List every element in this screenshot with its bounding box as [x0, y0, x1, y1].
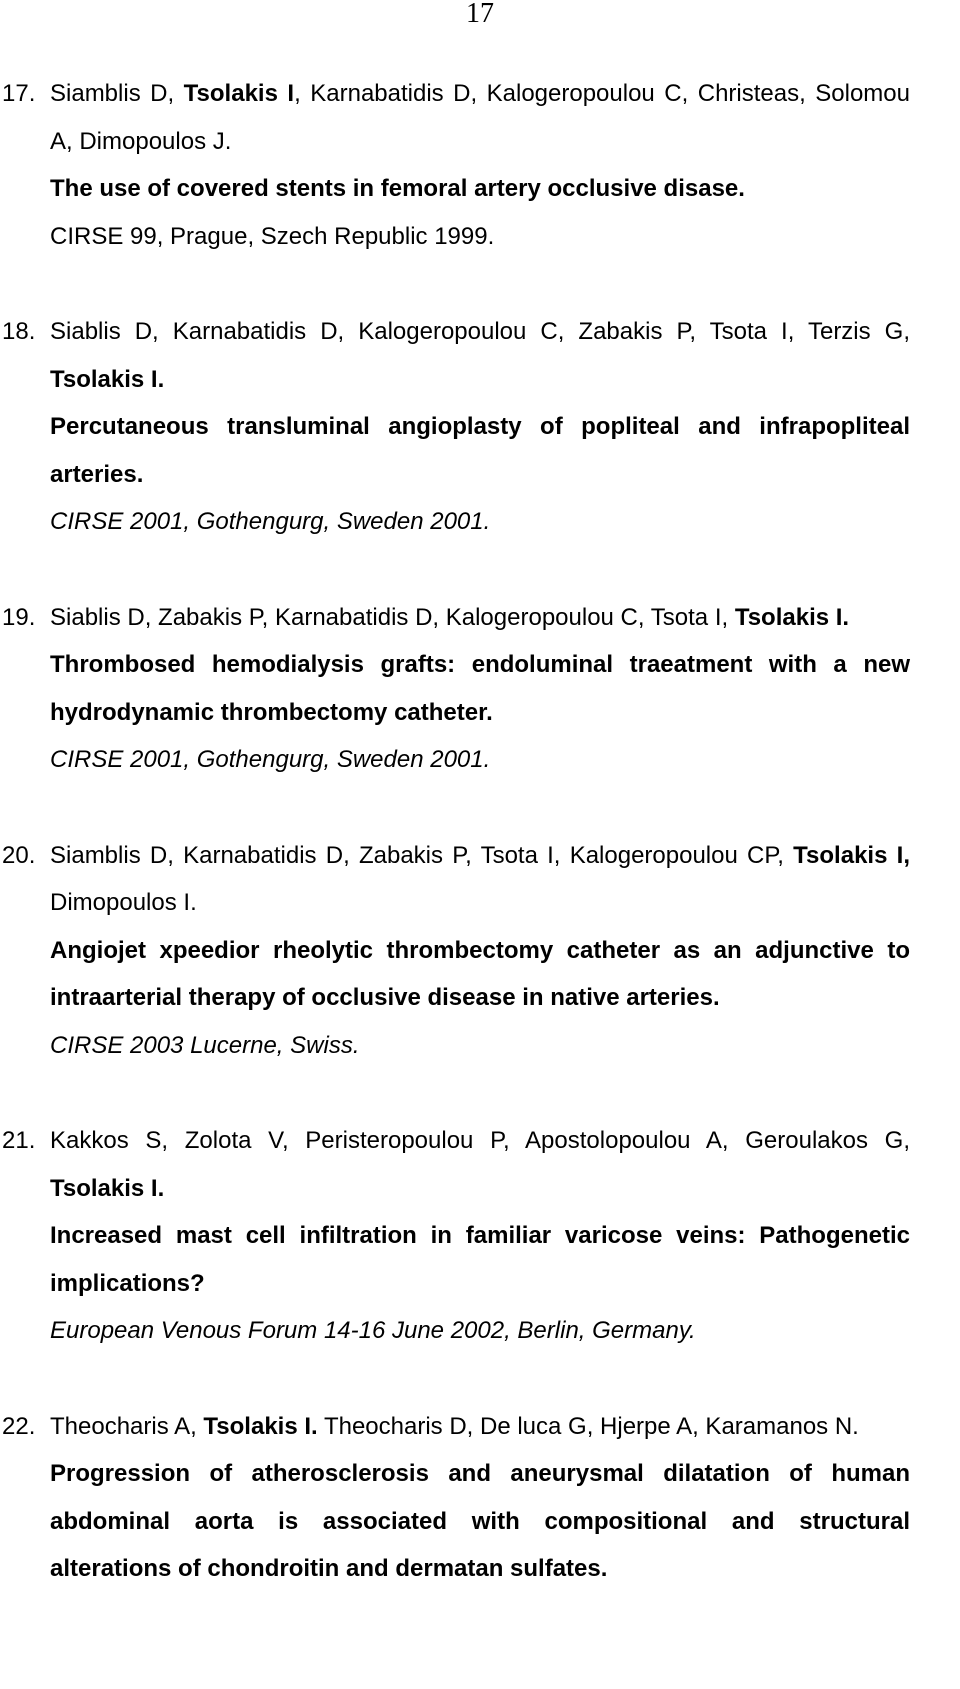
- author-text: , Karnabatidis D, Kalogeropoulou C, Christeas, Solomou A, Dimopoulos J.: [50, 80, 910, 155]
- author-highlight: Tsolakis I.: [734, 603, 850, 631]
- reference-entry: [0, 594, 910, 784]
- reference-title: Increased mast cell infiltration in familiar varicose veins: Pathogenetic implications?: [50, 1222, 910, 1297]
- reference-number: 22.: [2, 1412, 36, 1440]
- author-text: Dimopoulos I.: [50, 889, 197, 917]
- author-highlight: Tsolakis I,: [793, 841, 910, 869]
- reference-venue: CIRSE 2001, Gothengurg, Sweden 2001.: [50, 746, 491, 774]
- reference-entry: [0, 1403, 910, 1593]
- reference-authors: [50, 70, 910, 165]
- reference-entry: [0, 832, 910, 1070]
- reference-authors: [50, 1403, 910, 1451]
- author-highlight: Tsolakis I.: [203, 1412, 318, 1440]
- reference-venue: European Venous Forum 14-16 June 2002, Berlin, Germany.: [50, 1317, 696, 1345]
- author-highlight: Tsolakis I: [183, 80, 295, 107]
- author-text: Kakkos S, Zolota V, Peristeropoulou P, Apostolopoulou A, Geroulakos G,: [50, 1127, 910, 1155]
- reference-venue: CIRSE 99, Prague, Szech Republic 1999.: [50, 222, 495, 250]
- author-text: Siablis D, Zabakis P, Karnabatidis D, Kalogeropoulou C, Tsota I,: [50, 603, 735, 631]
- reference-title: Angiojet xpeedior rheolytic thrombectomy catheter as an adjunctive to intraarterial therapy of occlusive disease in native arteries.: [50, 936, 910, 1012]
- reference-number: 18.: [2, 317, 36, 345]
- author-text: Siamblis D, Karnabatidis D, Zabakis P, Tsota I, Kalogeropoulou CP,: [50, 841, 794, 869]
- author-text: Theocharis A,: [50, 1412, 204, 1440]
- reference-venue: CIRSE 2003 Lucerne, Swiss.: [50, 1031, 360, 1059]
- reference-authors: [50, 832, 910, 927]
- reference-number: 19.: [2, 603, 36, 631]
- reference-list: [0, 70, 960, 1641]
- author-text: Siablis D, Karnabatidis D, Kalogeropoulou C, Zabakis P, Tsota I, Terzis G,: [50, 317, 910, 345]
- reference-authors: [50, 1117, 910, 1212]
- reference-number: 21.: [2, 1127, 36, 1155]
- author-highlight: Tsolakis I.: [50, 1174, 165, 1202]
- reference-title: Progression of atherosclerosis and aneurysmal dilatation of human abdominal aorta is associated with compositional and structural alterations of chondroitin and dermatan sulfates.: [50, 1460, 910, 1583]
- reference-title: Percutaneous transluminal angioplasty of popliteal and infrapopliteal arteries.: [50, 413, 910, 488]
- author-highlight: Tsolakis I.: [50, 365, 165, 393]
- reference-title: Thrombosed hemodialysis grafts: endoluminal traeatment with a new hydrodynamic thrombectomy catheter.: [50, 651, 910, 726]
- reference-venue: CIRSE 2001, Gothengurg, Sweden 2001.: [50, 508, 491, 536]
- reference-entry: [0, 308, 910, 546]
- reference-entry: [0, 70, 910, 260]
- reference-number: 17.: [2, 80, 36, 107]
- reference-entry: [0, 1117, 910, 1355]
- reference-number: 20.: [2, 841, 36, 869]
- reference-authors: [50, 308, 910, 403]
- reference-authors: [50, 594, 910, 642]
- page-number: 17: [466, 0, 494, 29]
- author-text: Siamblis D,: [50, 80, 184, 107]
- reference-title: The use of covered stents in femoral artery occlusive disase.: [50, 175, 745, 203]
- author-text: Theocharis D, De luca G, Hjerpe A, Karamanos N.: [317, 1412, 859, 1440]
